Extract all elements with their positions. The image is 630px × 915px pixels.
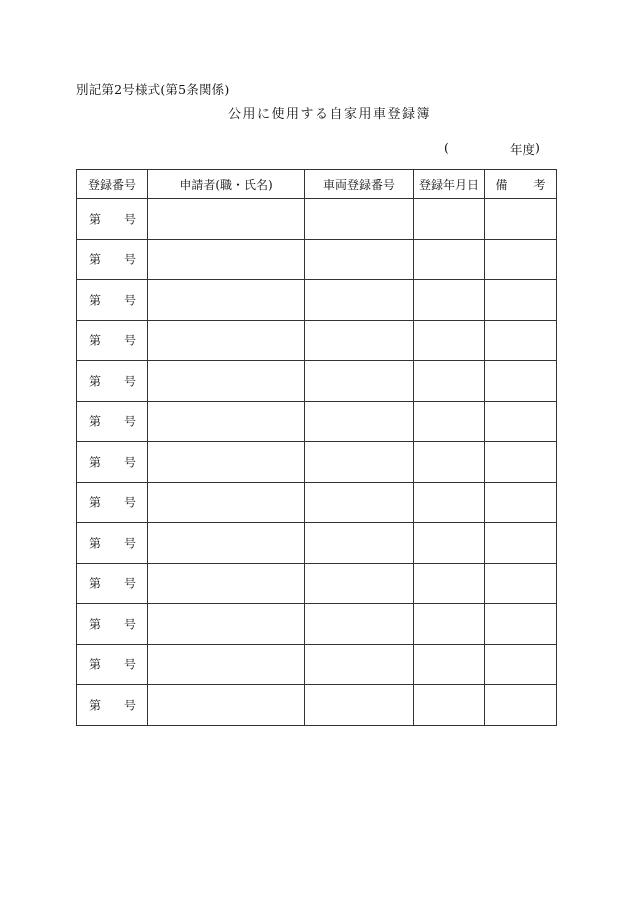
registration-number-suffix: 号 bbox=[124, 617, 137, 632]
document-title: 公用に使用する自家用車登録簿 bbox=[228, 107, 432, 122]
registration-number-prefix: 第 bbox=[89, 333, 102, 348]
table-row bbox=[77, 604, 557, 645]
registration-date-cell bbox=[414, 563, 485, 604]
registration-date-cell bbox=[414, 361, 485, 402]
vehicle-number-cell bbox=[305, 482, 414, 523]
registration-date-cell bbox=[414, 442, 485, 483]
remarks-cell bbox=[485, 361, 557, 402]
remarks-cell bbox=[485, 685, 557, 726]
registration-number-cell bbox=[77, 604, 148, 645]
table-row bbox=[77, 644, 557, 685]
registration-number-prefix: 第 bbox=[89, 212, 102, 227]
registration-number-prefix: 第 bbox=[89, 576, 102, 591]
vehicle-number-cell bbox=[305, 361, 414, 402]
registration-number-cell bbox=[77, 563, 148, 604]
registration-number-prefix: 第 bbox=[89, 617, 102, 632]
header-remarks bbox=[485, 170, 557, 199]
applicant-cell bbox=[148, 361, 305, 402]
registration-number-cell bbox=[77, 320, 148, 361]
applicant-cell bbox=[148, 685, 305, 726]
applicant-cell bbox=[148, 442, 305, 483]
registration-number-prefix: 第 bbox=[89, 536, 102, 551]
registration-number-cell bbox=[77, 199, 148, 240]
registration-number-cell bbox=[77, 523, 148, 564]
vehicle-number-cell bbox=[305, 280, 414, 321]
vehicle-number-cell bbox=[305, 604, 414, 645]
vehicle-number-cell bbox=[305, 523, 414, 564]
registration-number-prefix: 第 bbox=[89, 657, 102, 672]
registration-number-suffix: 号 bbox=[124, 333, 137, 348]
table-header-row bbox=[77, 170, 557, 199]
registration-number-cell bbox=[77, 482, 148, 523]
registration-number-suffix: 号 bbox=[124, 212, 137, 227]
registration-number-cell bbox=[77, 442, 148, 483]
vehicle-number-cell bbox=[305, 644, 414, 685]
registration-number-cell bbox=[77, 685, 148, 726]
registration-number-cell bbox=[77, 280, 148, 321]
registration-date-cell bbox=[414, 239, 485, 280]
registration-number-suffix: 号 bbox=[124, 414, 137, 429]
registration-number-prefix: 第 bbox=[89, 495, 102, 510]
registration-number-suffix: 号 bbox=[124, 252, 137, 267]
registration-number-suffix: 号 bbox=[124, 698, 137, 713]
applicant-cell bbox=[148, 320, 305, 361]
applicant-cell bbox=[148, 239, 305, 280]
applicant-cell bbox=[148, 604, 305, 645]
form-label: 別記第2号様式(第5条関係) bbox=[76, 82, 230, 97]
vehicle-number-cell bbox=[305, 442, 414, 483]
applicant-cell bbox=[148, 563, 305, 604]
registration-date-cell bbox=[414, 523, 485, 564]
registration-number-prefix: 第 bbox=[89, 374, 102, 389]
remarks-cell bbox=[485, 523, 557, 564]
registration-number-suffix: 号 bbox=[124, 293, 137, 308]
registration-date-cell bbox=[414, 482, 485, 523]
registration-date-cell bbox=[414, 685, 485, 726]
registration-number-suffix: 号 bbox=[124, 657, 137, 672]
registration-date-cell bbox=[414, 199, 485, 240]
remarks-cell bbox=[485, 280, 557, 321]
remarks-cell bbox=[485, 644, 557, 685]
registration-number-prefix: 第 bbox=[89, 698, 102, 713]
remarks-cell bbox=[485, 442, 557, 483]
applicant-cell bbox=[148, 523, 305, 564]
vehicle-number-cell bbox=[305, 320, 414, 361]
table-row bbox=[77, 482, 557, 523]
registration-date-cell bbox=[414, 280, 485, 321]
header-remarks-char-2: 考 bbox=[533, 177, 546, 192]
remarks-cell bbox=[485, 604, 557, 645]
remarks-cell bbox=[485, 482, 557, 523]
vehicle-number-cell bbox=[305, 685, 414, 726]
registration-date-cell bbox=[414, 604, 485, 645]
registration-number-prefix: 第 bbox=[89, 293, 102, 308]
table-row bbox=[77, 523, 557, 564]
table-body bbox=[77, 199, 557, 726]
header-registration-date: 登録年月日 bbox=[414, 170, 485, 199]
applicant-cell bbox=[148, 482, 305, 523]
registration-date-cell bbox=[414, 401, 485, 442]
table-row bbox=[77, 199, 557, 240]
vehicle-number-cell bbox=[305, 563, 414, 604]
vehicle-number-cell bbox=[305, 199, 414, 240]
fiscal-year-label: 年度 bbox=[510, 142, 536, 157]
registration-number-suffix: 号 bbox=[124, 374, 137, 389]
vehicle-number-cell bbox=[305, 239, 414, 280]
remarks-cell bbox=[485, 199, 557, 240]
registration-date-cell bbox=[414, 644, 485, 685]
vehicle-number-cell bbox=[305, 401, 414, 442]
header-remarks-char-1: 備 bbox=[495, 177, 508, 192]
table-row bbox=[77, 361, 557, 402]
registration-number-suffix: 号 bbox=[124, 576, 137, 591]
header-applicant: 申請者(職・氏名) bbox=[148, 170, 305, 199]
fiscal-year-close-paren: ) bbox=[535, 140, 540, 155]
table-row bbox=[77, 320, 557, 361]
registration-number-prefix: 第 bbox=[89, 455, 102, 470]
registration-number-cell bbox=[77, 401, 148, 442]
vehicle-register-table bbox=[76, 169, 557, 726]
registration-number-suffix: 号 bbox=[124, 495, 137, 510]
table-row bbox=[77, 563, 557, 604]
registration-number-suffix: 号 bbox=[124, 536, 137, 551]
remarks-cell bbox=[485, 320, 557, 361]
applicant-cell bbox=[148, 401, 305, 442]
applicant-cell bbox=[148, 644, 305, 685]
table-row bbox=[77, 685, 557, 726]
table-row bbox=[77, 401, 557, 442]
registration-number-cell bbox=[77, 239, 148, 280]
registration-number-cell bbox=[77, 361, 148, 402]
table-row bbox=[77, 280, 557, 321]
table-row bbox=[77, 239, 557, 280]
table-row bbox=[77, 442, 557, 483]
fiscal-year-open-paren: ( bbox=[444, 140, 449, 155]
registration-number-prefix: 第 bbox=[89, 414, 102, 429]
registration-number-suffix: 号 bbox=[124, 455, 137, 470]
header-registration-number: 登録番号 bbox=[77, 170, 148, 199]
remarks-cell bbox=[485, 401, 557, 442]
registration-number-prefix: 第 bbox=[89, 252, 102, 267]
remarks-cell bbox=[485, 239, 557, 280]
applicant-cell bbox=[148, 280, 305, 321]
header-vehicle-number: 車両登録番号 bbox=[305, 170, 414, 199]
registration-date-cell bbox=[414, 320, 485, 361]
applicant-cell bbox=[148, 199, 305, 240]
remarks-cell bbox=[485, 563, 557, 604]
registration-number-cell bbox=[77, 644, 148, 685]
